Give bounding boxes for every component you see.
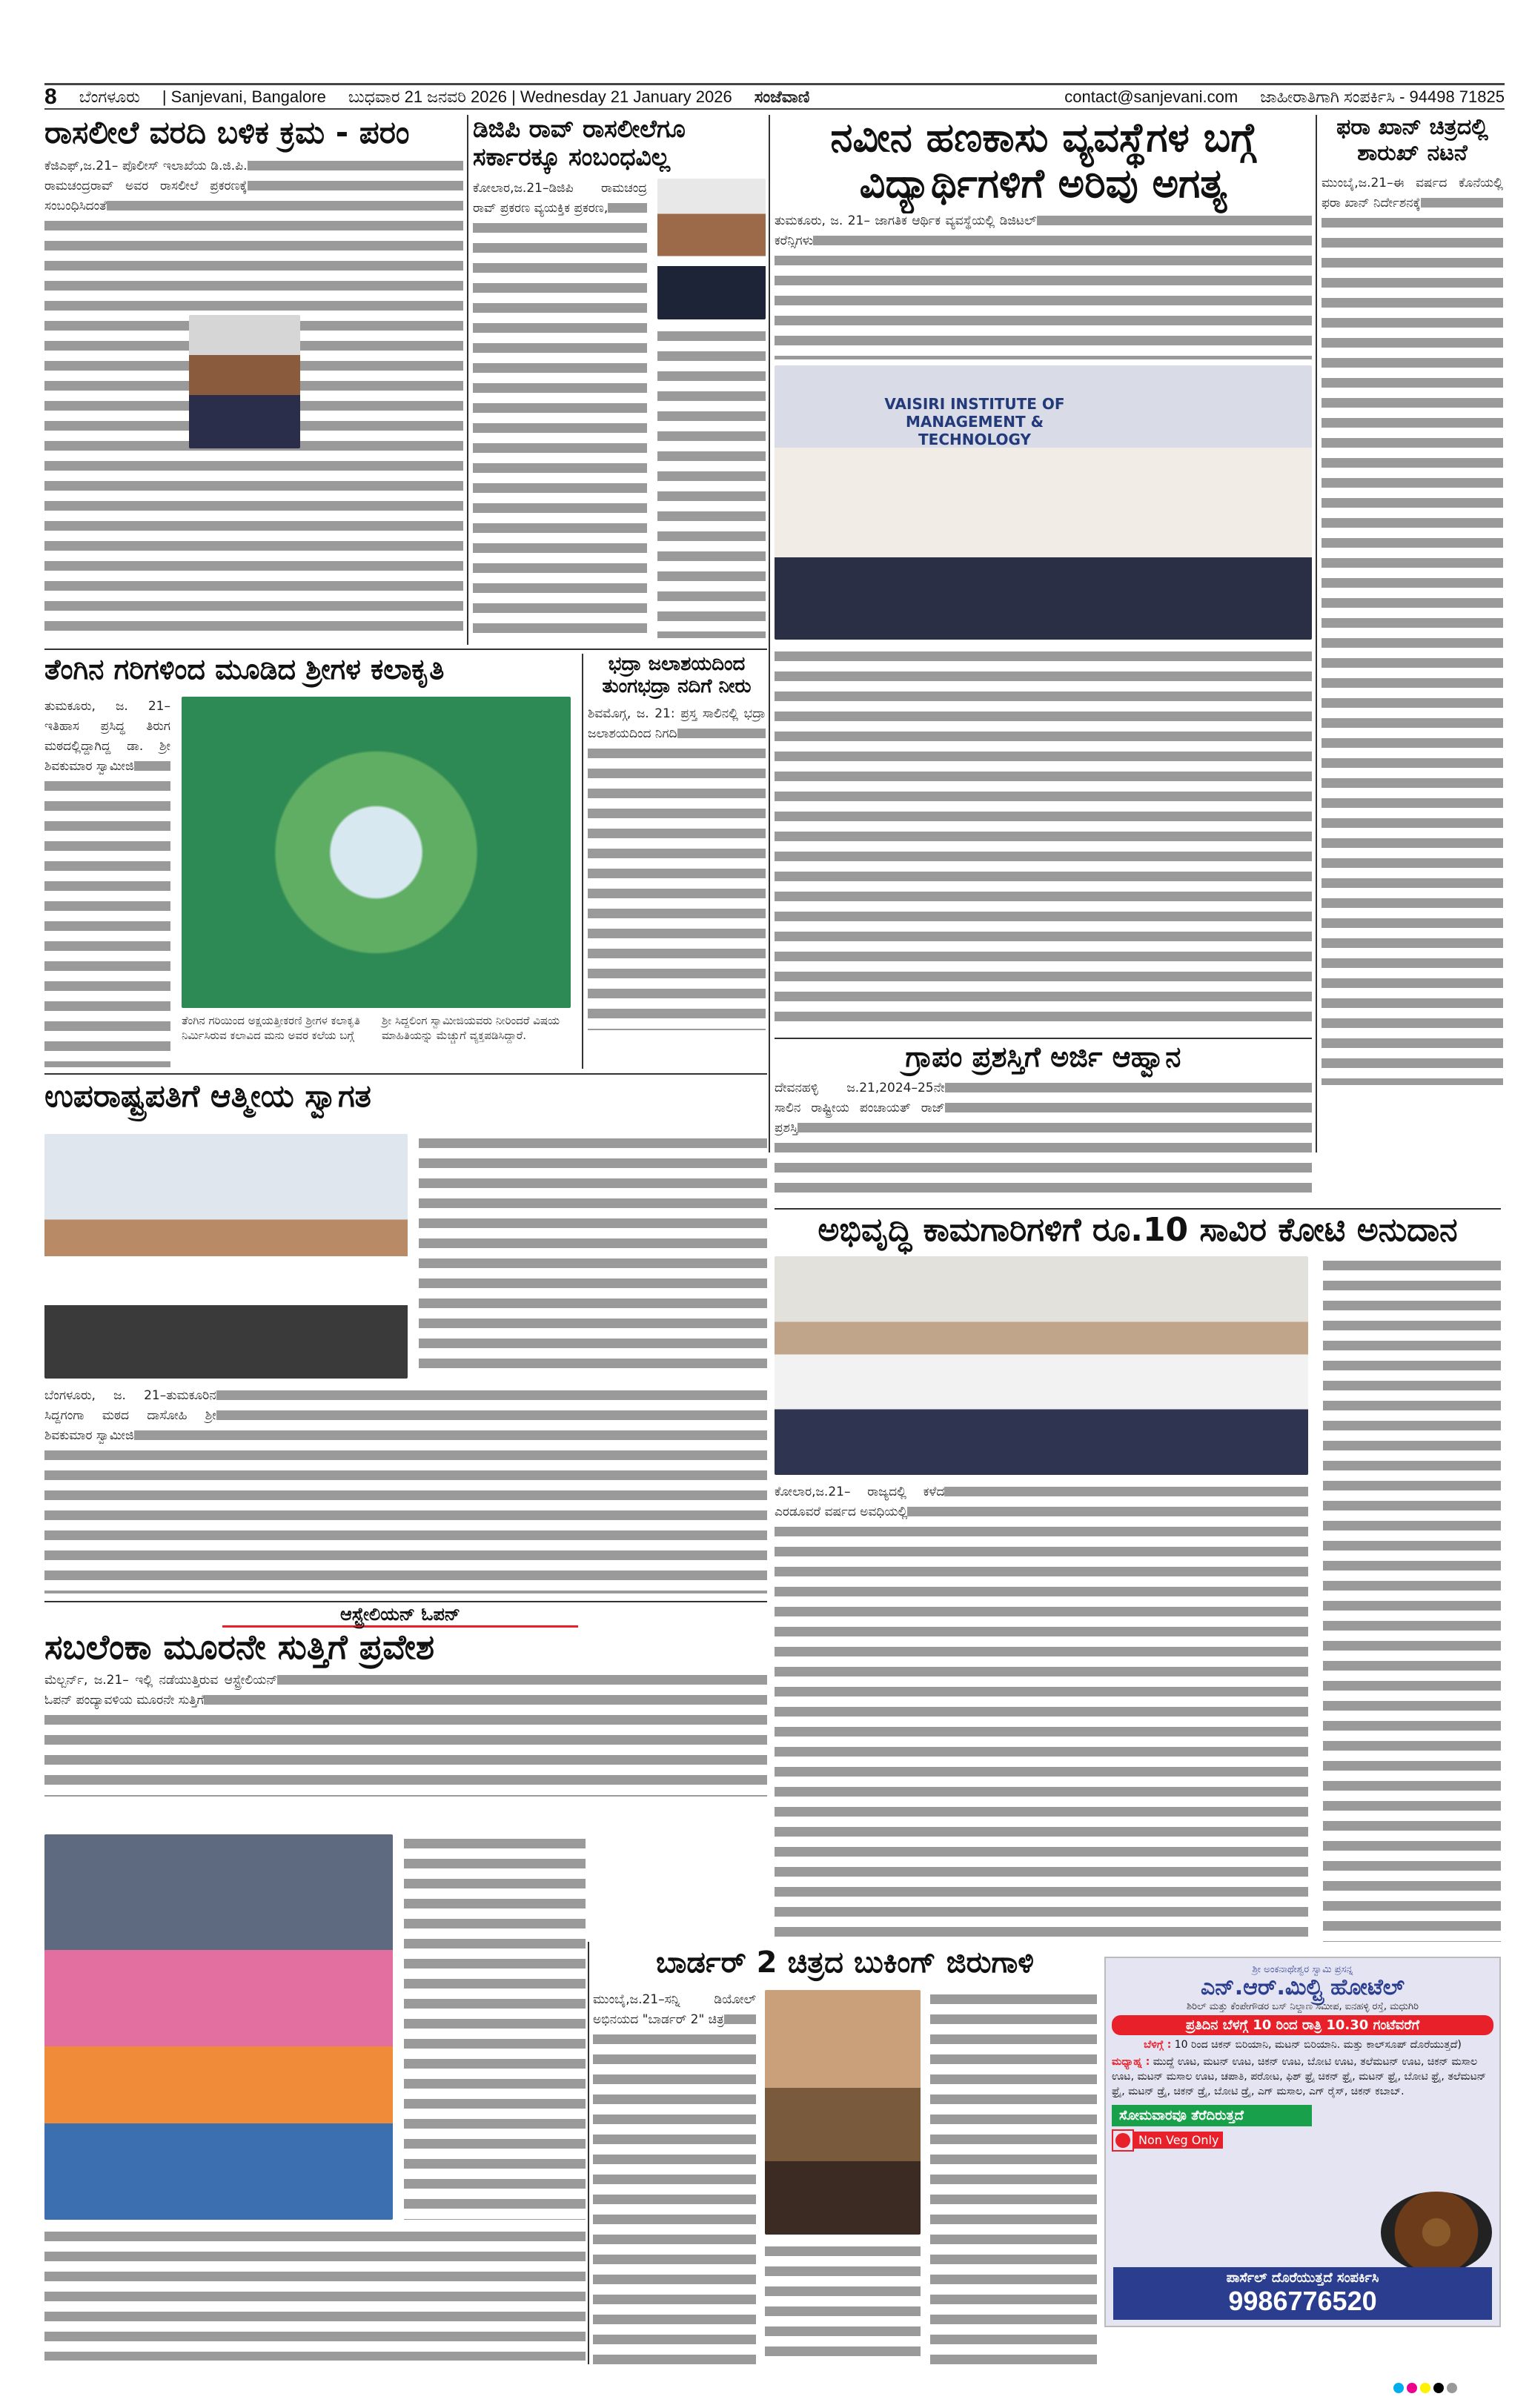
article-body-2	[765, 2242, 921, 2364]
article-body: ಕೆಜಿಎಫ್,ಜ.21– ಪೊಲೀಸ್ ಇಲಾಖೆಯ ಡಿ.ಜಿ.ಪಿ. ರಾಮಚಂದ್ರರಾವ್ ಅವರ ರಾಸಲೀಲೆ ಪ್ರಕರಣಕ್ಕೆ ಸಂಬಂಧಿಸಿದಂತೆ	[44, 156, 463, 631]
date: ಬುಧವಾರ 21 ಜನವರಿ 2026 | Wednesday 21 January 2026	[348, 87, 732, 106]
portrait-photo	[189, 315, 300, 448]
headline: ಭದ್ರಾ ಜಲಾಶಯದಿಂದ ತುಂಗಭದ್ರಾ ನದಿಗೆ ನೀರು	[602, 653, 752, 697]
headline: ಫರಾ ಖಾನ್ ಚಿತ್ರದಲ್ಲಿ ಶಾರುಖ್ ನಟನೆ	[1336, 114, 1488, 166]
open-monday-banner: ಸೋಮವಾರವೂ ತೆರೆದಿರುತ್ತದೆ	[1112, 2105, 1312, 2126]
article-rasaleele	[44, 115, 463, 645]
article-body: ಮುಂಬೈ,ಜ.21–ಸನ್ನಿ ಡಿಯೋಲ್ ಅಭಿನಯದ "ಬಾರ್ಡರ್ 2" ಚಿತ್ರ	[593, 1990, 756, 2364]
hotel-name: ಎನ್.ಆರ್.ಮಿಲ್ಟ್ರಿ ಹೋಟೆಲ್	[1201, 1974, 1405, 2000]
article-development	[775, 1212, 1501, 1946]
page-number: 8	[44, 84, 57, 109]
article-finance	[775, 115, 1312, 1034]
headline: ನವೀನ ಹಣಕಾಸು ವ್ಯವಸ್ಥೆಗಳ ಬಗ್ಗೆ ವಿದ್ಯಾರ್ಥಿಗಳಿಗೆ ಅರಿವು ಅಗತ್ಯ	[830, 114, 1256, 208]
article-body	[419, 1134, 767, 1379]
institute-banner: VAISIRI INSTITUTE OF MANAGEMENT & TECHNOLOGY	[884, 395, 1065, 449]
article-body-2	[1323, 1256, 1501, 1942]
noon-label: ಮಧ್ಯಾಹ್ನ :	[1112, 2055, 1150, 2068]
hotel-address: ಶಿರಿಲ್ ಮತ್ತು ಕೆಂಪೇಗೌಡರ ಬಸ್ ನಿಲ್ದಾಣ ಸಮೀಪ, ಐನಹಳ್ಳಿ ರಸ್ತೆ, ಮಧುಗಿರಿ	[1187, 2000, 1419, 2012]
headline: ಗ್ರಾಪಂ ಪ್ರಶಸ್ತಿಗೆ ಅರ್ಜಿ ಆಹ್ವಾನ	[905, 1041, 1181, 1073]
coconut-art-photo	[182, 697, 571, 1008]
portrait-photo	[657, 179, 766, 319]
article-bhadra	[588, 654, 766, 1069]
photo-caption-1: ತೆಂಗಿನ ಗರಿಯಿಂದ ಅಕ್ಷಯತ್ತೀಕರಣಿ ಶ್ರೀಗಳ ಕಲಾಕೃತಿ ನಿರ್ಮಿಸಿರುವ ಕಲಾವಿದ ಮನು ಅವರ ಕಲೆಯ ಬಗ್ಗೆ	[182, 1014, 360, 1042]
color-registration-marks	[1393, 2383, 1457, 2393]
headline: ಬಾರ್ಡರ್ 2 ಚಿತ್ರದ ಬುಕಿಂಗ್ ಜಿರುಗಾಳಿ	[655, 1946, 1035, 1980]
photo-caption-2: ಶ್ರೀ ಸಿದ್ದಲಿಂಗ ಸ್ವಾಮೀಜಿಯವರು ನೀರಿಂದರೆ ವಿಷಯ ಮಾಹಿತಿಯನ್ನು ಮೆಚ್ಚುಗೆ ವ್ಯಕ್ತಪಡಿಸಿದ್ದಾರೆ.	[382, 1014, 560, 1042]
article-body-2	[775, 647, 1312, 1025]
article-body: ಮುಂಬೈ,ಜ.21–ಈ ವರ್ಷದ ಕೊನೆಯಲ್ಲಿ ಫರಾ ಖಾನ್ ನಿರ್ದೇಶನಕ್ಕೆ	[1322, 173, 1503, 1085]
headline: ಡಿಜಿಪಿ ರಾವ್ ರಾಸಲೀಲೆಗೂ ಸರ್ಕಾರಕ್ಕೂ ಸಂಬಂಧವಿಲ್ಲ	[473, 114, 686, 171]
event-photo	[775, 365, 1312, 640]
article-body-2	[404, 1834, 586, 2220]
article-body: ದೇವನಹಳ್ಳಿ ಜ.21,2024–25ನೇ ಸಾಲಿನ ರಾಷ್ಟ್ರೀಯ ಪಂಚಾಯತ್ ರಾಜ್ ಪ್ರಶಸ್ತಿ	[775, 1078, 1312, 1197]
article-body: ಶಿವಮೊಗ್ಗ, ಜ. 21: ಪ್ರಸ್ತ ಸಾಲಿನಲ್ಲಿ ಭದ್ರಾ ಜಲಾಶಯದಿಂದ ನಿಗದಿ	[588, 704, 766, 1030]
edition: | Sanjevani, Bangalore	[162, 87, 326, 106]
noon-menu: ಮುದ್ದೆ ಊಟ, ಮಟನ್ ಊಟ, ಚಿಕನ್ ಊಟ, ಬೋಟಿ ಊಟ, ತಲೆಮಟನ್ ಊಟ, ಚಿಕನ್ ಮಸಾಲ ಊಟ, ಮಟನ್ ಮಸಾಲ ಊಟ, ಚಪಾತಿ, ಪರೋಟ, ಫಿಶ್ ಫ್ರೈ ಚಿಕನ್ ಫ್ರೈ, ಮಟನ್ ಫ್ರೈ, ಬೋಟಿ ಫ್ರೈ, ತಲೆಮಟನ್ ಫ್ರೈ, ಮಟನ್ ಡ್ರೈ, ಚಿಕನ್ ಡ್ರೈ, ಬೋಟಿ ಡ್ರೈ, ಎಗ್ ಮಸಾಲ, ಎಗ್ ರೈಸ್, ಚಿಕನ್ ಕಬಾಬ್.	[1112, 2055, 1487, 2097]
page-header	[44, 83, 1505, 110]
article-coconut-art	[44, 654, 578, 1069]
article-body-2: ಬೆಂಗಳೂರು, ಜ. 21–ತುಮಕೂರಿನ ಸಿದ್ದಗಂಗಾ ಮಠದ ದಾಸೋಹಿ ಶ್ರೀ ಶಿವಕುಮಾರ ಸ್ವಾಮೀಜಿ	[44, 1386, 767, 1593]
article-body-3	[44, 2227, 586, 2361]
morning-label: ಬೆಳಿಗ್ಗೆ :	[1144, 2038, 1172, 2051]
city: ಬೆಂಗಳೂರು	[79, 87, 140, 106]
ad-tagline: ಶ್ರೀ ಅಂಕನಾಥೇಶ್ವರ ಸ್ವಾಮಿ ಪ್ರಸನ್ನ	[1252, 1964, 1353, 1975]
article-body: ಕೋಲಾರ,ಜ.21– ರಾಜ್ಯದಲ್ಲಿ ಕಳೆದ ಎರಡೂವರೆ ವರ್ಷದ ಅವಧಿಯಲ್ಲಿ	[775, 1482, 1308, 1942]
ad-contact: ಜಾಹೀರಾತಿಗಾಗಿ ಸಂಪರ್ಕಿಸಿ - 94498 71825	[1260, 87, 1505, 106]
article-body: ಮೆಲ್ಬರ್ನ್, ಜ.21– ಇಲ್ಲಿ ನಡೆಯುತ್ತಿರುವ ಆಸ್ಟ್ರೇಲಿಯನ್ ಓಪನ್ ಪಂದ್ಯಾವಳಿಯ ಮೂರನೇ ಸುತ್ತಿಗೆ	[44, 1671, 767, 1797]
article-grampanchayat	[775, 1041, 1312, 1204]
article-body: ಕೋಲಾರ,ಜ.21–ಡಿಜಿಪಿ ರಾಮಚಂದ್ರ ರಾವ್ ಪ್ರಕರಣ ವ್ಯಯಕ್ತಿಕ ಪ್ರಕರಣ,	[473, 179, 647, 638]
kicker: ಆಸ್ಟ್ರೇಲಿಯನ್ ಓಪನ್	[222, 1605, 578, 1628]
morning-menu: 10 ರಿಂದ ಚಿಕನ್ ಬಿರಿಯಾನಿ, ಮಟನ್ ಬಿರಿಯಾನಿ. ಮತ್ತು ಕಾಲ್‌ಸೂಪ್ ದೊರೆಯುತ್ತದೆ)	[1174, 2038, 1462, 2051]
email-link[interactable]: contact@sanjevani.com	[1064, 87, 1238, 106]
article-vice-president	[44, 1078, 767, 1597]
hours-banner: ಪ್ರತಿದಿನ ಬೆಳಗ್ಗೆ 10 ರಿಂದ ರಾತ್ರಿ 10.30 ಗಂಟೆವರೆಗೆ	[1112, 2015, 1493, 2035]
headline: ಸಬಲೆಂಕಾ ಮೂರನೇ ಸುತ್ತಿಗೆ ಪ್ರವೇಶ	[44, 1626, 435, 1667]
nonveg-icon	[1112, 2129, 1134, 2152]
headline: ತೆಂಗಿನ ಗರಿಗಳಿಂದ ಮೂಡಿದ ಶ್ರೀಗಳ ಕಲಾಕೃತಿ	[44, 653, 445, 686]
hotel-advertisement	[1104, 1957, 1501, 2327]
ceremony-photo	[775, 1256, 1308, 1475]
article-border2	[593, 1946, 1097, 2368]
phone-number: 9986776520	[1228, 2286, 1377, 2316]
nonveg-label: Non Veg Only	[1134, 2132, 1223, 2149]
tennis-photo	[44, 1834, 393, 2220]
logo: ಸಂಜೆವಾಣಿ	[754, 87, 810, 106]
food-plate-photo	[1381, 2192, 1492, 2273]
article-body: ತುಮಕೂರು, ಜ. 21– ಇತಿಹಾಸ ಪ್ರಸಿದ್ಧ ತಿರುಗ ಮಠದಲ್ಲಿದ್ದಾಗಿದ್ದ ಡಾ. ಶ್ರೀ ಶಿವಕುಮಾರ ಸ್ವಾಮೀಜಿ	[44, 697, 170, 1067]
welcome-photo	[44, 1134, 408, 1379]
article-body-2	[657, 327, 766, 638]
headline: ಅಭಿವೃದ್ಧಿ ಕಾಮಗಾರಿಗಳಿಗೆ ರೂ.10 ಸಾವಿರ ಕೋಟಿ ಅನುದಾನ	[818, 1211, 1458, 1249]
article-dgp	[473, 115, 766, 645]
article-body-3	[930, 1990, 1097, 2364]
parcel-text: ಪಾರ್ಸೆಲ್ ದೊರೆಯುತ್ತದೆ ಸಂಪರ್ಕಿಸಿ	[1226, 2270, 1379, 2286]
headline: ರಾಸಲೀಲೆ ವರದಿ ಬಳಿಕ ಕ್ರಮ - ಪರಂ	[44, 114, 410, 150]
headline: ಉಪರಾಷ್ಟ್ರಪತಿಗೆ ಆತ್ಮೀಯ ಸ್ವಾಗತ	[44, 1078, 371, 1114]
article-farah-khan	[1322, 115, 1503, 1145]
article-body: ತುಮಕೂರು, ಜ. 21– ಜಾಗತಿಕ ಆರ್ಥಿಕ ವ್ಯವಸ್ಥೆಯಲ್ಲಿ ಡಿಜಿಟಲ್ ಕರೆನ್ಸಿಗಳು	[775, 211, 1312, 359]
movie-poster	[765, 1990, 921, 2235]
